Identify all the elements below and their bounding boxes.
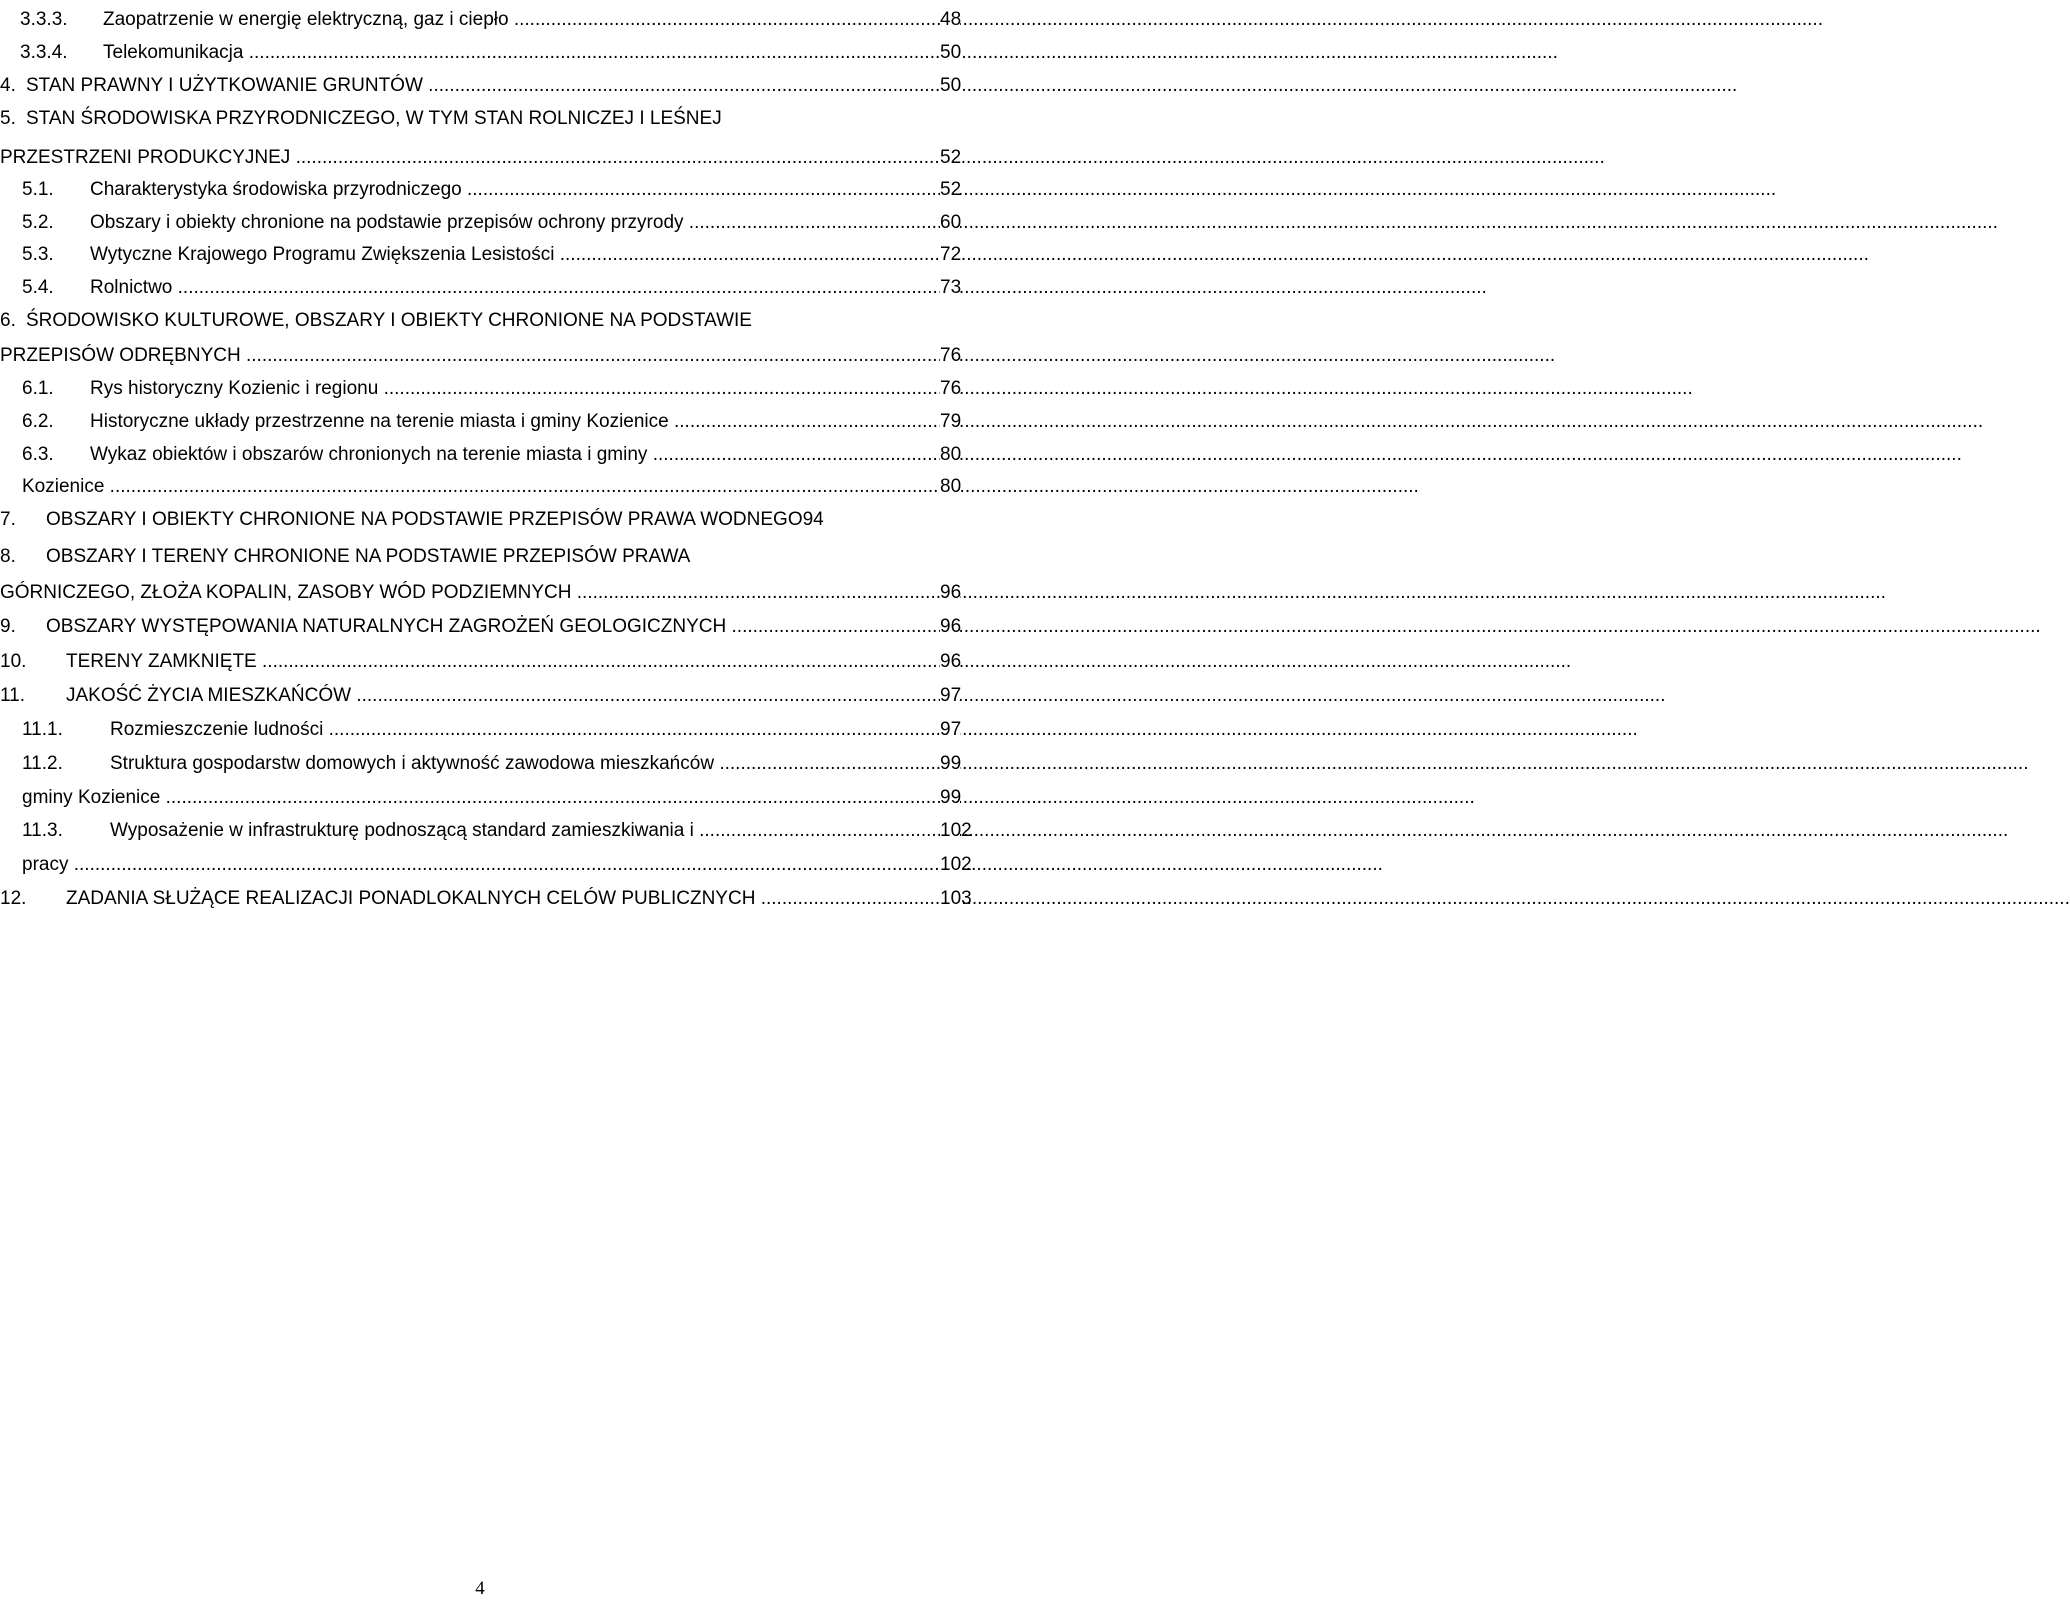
toc-entry[interactable]: [0, 815, 972, 847]
toc-page: 60: [940, 207, 960, 239]
toc-entry[interactable]: [0, 272, 960, 304]
toc-title: PRZESTRZENI PRODUKCYJNEJ .....: [0, 142, 940, 174]
toc-entry[interactable]: [0, 714, 960, 746]
toc-page: 97: [940, 714, 960, 746]
toc-title: ZADANIA SŁUŻĄCE REALIZACJI PONADLOKALNYCH CELÓW PUBLICZNYCH .....: [66, 883, 940, 915]
toc-title: pracy .....: [22, 849, 940, 881]
toc-title: OBSZARY I TERENY CHRONIONE NA PODSTAWIE PRZEPISÓW PRAWA: [46, 546, 691, 567]
toc-entry[interactable]: [0, 70, 960, 102]
toc-title: GÓRNICZEGO, ZŁOŻA KOPALIN, ZASOBY WÓD PODZIEMNYCH .....: [0, 577, 940, 609]
toc-number: 5.3.: [22, 244, 54, 265]
toc-title: PRZEPISÓW ODRĘBNYCH .....: [0, 340, 940, 372]
toc-title: Rys historyczny Kozienic i regionu .....: [90, 373, 940, 405]
toc-title: STAN PRAWNY I UŻYTKOWANIE GRUNTÓW .....: [26, 70, 940, 102]
toc-page: 79: [940, 406, 960, 438]
toc-entry[interactable]: [0, 439, 960, 471]
toc-page: 50: [940, 37, 960, 69]
toc-entry[interactable]: [0, 782, 960, 814]
toc-number: 6.1.: [22, 378, 54, 399]
toc-number: 5.1.: [22, 179, 54, 200]
toc-title: Wyposażenie w infrastrukturę podnoszącą standard zamieszkiwania i .....: [110, 815, 940, 847]
toc-entry[interactable]: [0, 4, 960, 36]
toc-entry[interactable]: [0, 541, 960, 573]
toc-entry[interactable]: [0, 748, 960, 780]
toc-title: OBSZARY WYSTĘPOWANIA NATURALNYCH ZAGROŻEŃ GEOLOGICZNYCH .....: [46, 611, 940, 643]
toc-number: 7.: [0, 509, 16, 530]
toc-page: 52: [940, 174, 960, 206]
toc-title: Wytyczne Krajowego Programu Zwiększenia Lesistości .....: [90, 239, 940, 271]
toc-number: 11.1.: [22, 719, 63, 740]
toc-entry[interactable]: [0, 373, 960, 405]
toc-entry[interactable]: [0, 340, 960, 372]
toc-entry[interactable]: [0, 849, 972, 881]
toc-title: Zaopatrzenie w energię elektryczną, gaz i ciepło .....: [103, 4, 940, 36]
toc-title: TERENY ZAMKNIĘTE .....: [66, 646, 940, 678]
toc-page: 99: [940, 748, 960, 780]
toc-title: Kozienice .....: [22, 471, 940, 503]
toc-number: 6.: [0, 310, 16, 331]
toc-page: 96: [940, 577, 960, 609]
toc-number: 8.: [0, 546, 16, 567]
toc-page: 72: [940, 239, 960, 271]
toc-title: Rozmieszczenie ludności .....: [110, 714, 940, 746]
toc-page: 102: [940, 815, 960, 847]
toc-title: Telekomunikacja .....: [103, 37, 940, 69]
toc-title: Charakterystyka środowiska przyrodniczego .....: [90, 174, 940, 206]
toc-page: 99: [940, 782, 960, 814]
toc-title: Wykaz obiektów i obszarów chronionych na terenie miasta i gminy .....: [90, 439, 940, 471]
toc-title: Struktura gospodarstw domowych i aktywność zawodowa mieszkańców .....: [110, 748, 940, 780]
toc-page: 76: [940, 373, 960, 405]
toc-page: 52: [940, 142, 960, 174]
toc-number: 11.2.: [22, 753, 63, 774]
toc-number: 10.: [0, 651, 27, 672]
toc-page: 76: [940, 340, 960, 372]
toc-number: 4.: [0, 75, 16, 96]
toc-entry[interactable]: [0, 207, 960, 239]
toc-number: 9.: [0, 616, 16, 637]
toc-entry[interactable]: [0, 680, 960, 712]
toc-entry[interactable]: [0, 142, 960, 174]
toc-number: 5.4.: [22, 277, 54, 298]
toc-number: 6.3.: [22, 444, 54, 465]
toc-number: 11.: [0, 685, 26, 706]
toc-entry[interactable]: [0, 239, 960, 271]
toc-page: 103: [940, 883, 960, 915]
toc-page: 80: [940, 471, 960, 503]
toc-title: STAN ŚRODOWISKA PRZYRODNICZEGO, W TYM STAN ROLNICZEJ I LEŚNEJ: [26, 108, 722, 129]
toc-title: ŚRODOWISKO KULTUROWE, OBSZARY I OBIEKTY CHRONIONE NA PODSTAWIE: [26, 310, 752, 331]
page-number: 4: [475, 1578, 485, 1599]
toc-page: 102: [940, 849, 960, 881]
toc-title: Obszary i obiekty chronione na podstawie przepisów ochrony przyrody .....: [90, 207, 940, 239]
toc-entry[interactable]: [0, 577, 960, 609]
toc-page: 50: [940, 70, 960, 102]
toc-number: 11.3.: [22, 820, 63, 841]
toc-page: 73: [940, 272, 960, 304]
toc-number: 12.: [0, 888, 27, 909]
toc-title: Rolnictwo .....: [90, 272, 940, 304]
toc-number: 5.2.: [22, 212, 54, 233]
toc-entry[interactable]: [0, 883, 972, 915]
toc-page: 96: [940, 611, 960, 643]
toc-title: Historyczne układy przestrzenne na terenie miasta i gminy Kozienice .....: [90, 406, 940, 438]
toc-entry[interactable]: [0, 504, 960, 536]
toc-page: 96: [940, 646, 960, 678]
toc-entry[interactable]: [0, 174, 960, 206]
toc-title: OBSZARY I OBIEKTY CHRONIONE NA PODSTAWIE PRZEPISÓW PRAWA WODNEGO94: [46, 509, 824, 530]
toc-number: 6.2.: [22, 411, 54, 432]
toc-entry[interactable]: [0, 646, 960, 678]
toc-number: 3.3.3.: [20, 9, 68, 30]
toc-entry[interactable]: [0, 103, 960, 135]
toc-entry[interactable]: [0, 305, 960, 337]
toc-page: 48: [940, 4, 960, 36]
toc-page: 97: [940, 680, 960, 712]
toc-page: 80: [940, 439, 960, 471]
toc-entry[interactable]: [0, 406, 960, 438]
toc-title: gminy Kozienice .....: [22, 782, 940, 814]
toc-title: JAKOŚĆ ŻYCIA MIESZKAŃCÓW .....: [66, 680, 940, 712]
toc-number: 3.3.4.: [20, 42, 68, 63]
toc-entry[interactable]: [0, 37, 960, 69]
toc-number: 5.: [0, 108, 16, 129]
toc-entry[interactable]: [0, 611, 960, 643]
toc-entry[interactable]: [0, 471, 960, 503]
